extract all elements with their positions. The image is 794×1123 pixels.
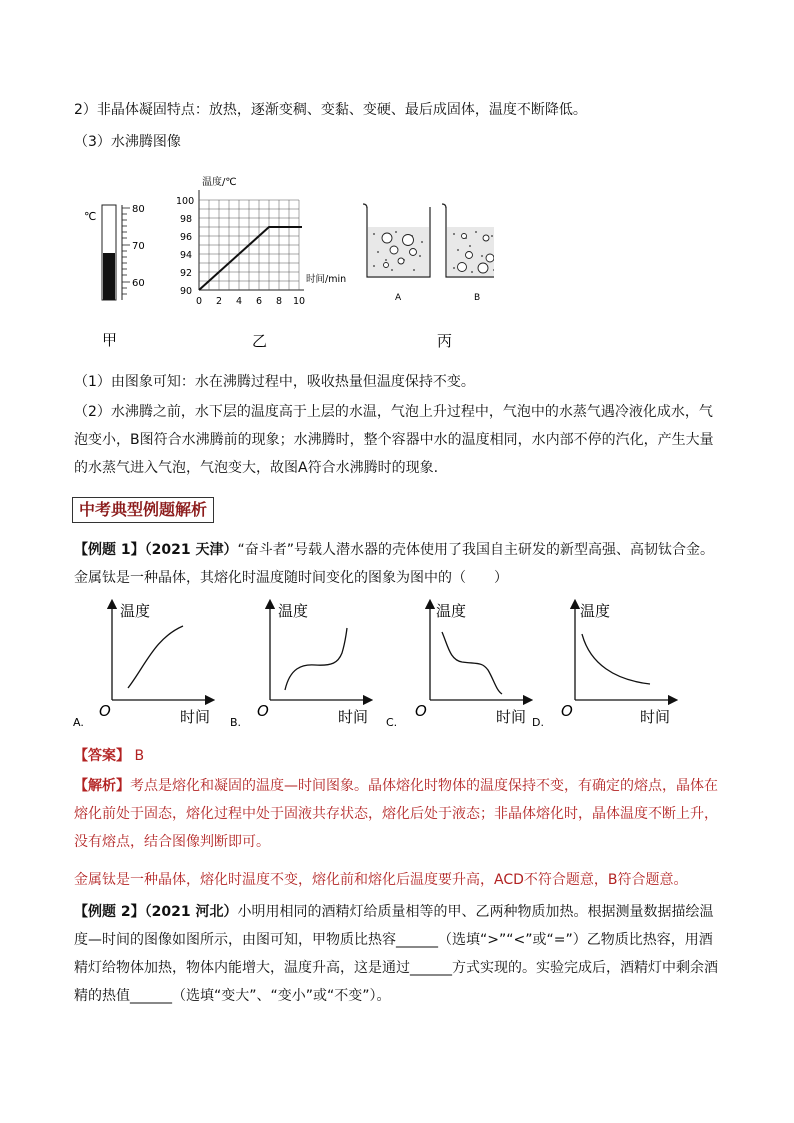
graph-ylabel: 温度/℃	[202, 177, 237, 188]
option-a-label: A.	[73, 716, 84, 728]
option-a-curve	[128, 626, 183, 688]
graph-ytick: 90	[180, 286, 193, 297]
paragraph-conclusion-2: （2）水沸腾之前，水下层的温度高于上层的水温，气泡上升过程中，气泡中的水蒸气遇冷液化成水，气泡变小，B图符合水沸腾前的现象；水沸腾时，整个容器中水的温度相同，水内部不停的汽化，产生大量的水蒸气进入气泡，气泡变大，故图A符合水沸腾时的现象.	[74, 404, 714, 476]
option-b-origin: O	[257, 702, 269, 720]
graph-ytick: 94	[180, 250, 193, 261]
option-d-origin: O	[561, 702, 573, 720]
paragraph-boiling-heading: （3）水沸腾图像	[74, 134, 181, 150]
paragraph-amorphous-solidify: 2）非晶体凝固特点：放热，逐渐变稠、变黏、变硬、最后成固体，温度不断降低。	[74, 102, 587, 118]
beaker-a-label: A	[395, 293, 402, 303]
option-b-ylabel: 温度	[278, 602, 309, 620]
option-b-xlabel: 时间	[338, 708, 369, 726]
graph-xlabel: 时间/min	[306, 274, 347, 285]
answer-value: B	[134, 748, 145, 764]
option-b-label: B.	[230, 716, 242, 728]
option-c-ylabel: 温度	[436, 602, 467, 620]
option-d-ylabel: 温度	[580, 602, 611, 620]
graph-xtick: 10	[293, 296, 306, 307]
analysis-2: 金属钛是一种晶体，熔化时温度不变，熔化前和熔化后温度要升高，ACD不符合题意，B符合题意。	[74, 872, 688, 888]
graph-ytick: 100	[176, 196, 195, 207]
option-a-xlabel: 时间	[180, 708, 211, 726]
example-1	[74, 536, 724, 592]
option-d-xlabel: 时间	[640, 708, 671, 726]
option-d-curve	[582, 634, 650, 684]
analysis-label: 【解析】	[74, 778, 130, 794]
graph-xtick: 0	[196, 296, 203, 307]
caption-jia: 甲	[102, 331, 118, 349]
example-2-label: 【例题 2】（2021 河北）	[74, 904, 238, 920]
boiling-figure	[74, 170, 494, 355]
example-1-option-graphs	[70, 598, 710, 728]
option-b-graph	[230, 602, 368, 728]
boiling-curve	[199, 227, 302, 290]
example-1-text: “奋斗者”号载人潜水器的壳体使用了我国自主研发的新型高强、高韧钛合金。金属钛是一种晶体，其熔化时温度随时间变化的图象为图中的（ ）	[74, 542, 714, 586]
beaker-a	[363, 204, 430, 303]
option-a-origin: O	[99, 702, 111, 720]
option-c-curve	[442, 632, 502, 694]
graph-xtick: 2	[216, 296, 223, 307]
paragraph-conclusion-1: （1）由图象可知：水在沸腾过程中，吸收热量但温度保持不变。	[74, 374, 475, 390]
analysis	[74, 772, 724, 856]
option-c-xlabel: 时间	[496, 708, 527, 726]
beaker-b	[442, 204, 494, 303]
option-a-graph	[73, 602, 210, 728]
example-2	[74, 898, 724, 1010]
example-2-text: 小明用相同的酒精灯给质量相等的甲、乙两种物质加热。根据测量数据描绘温度—时间的图像如图所示，由图可知，甲物质比热容______（选填“>”“<”或“=”）乙物质比热容，用酒精灯给物体加热，物体内能增大，温度升高，这是通过______方式实现的。实验完成后，酒精灯中剩余酒精的热值______（选填“变大”、“变小”或“不变”）。	[74, 904, 718, 1004]
example-1-label: 【例题 1】（2021 天津）	[74, 542, 238, 558]
thermometer	[84, 204, 145, 300]
option-b-curve	[285, 628, 347, 690]
beaker-b-label: B	[474, 293, 481, 303]
analysis-text: 考点是熔化和凝固的温度—时间图象。晶体熔化时物体的温度保持不变，有确定的熔点，晶体在熔化前处于固态，熔化过程中处于固液共存状态，熔化后处于液态；非晶体熔化时，晶体温度不断上升，没有熔点，结合图像判断即可。	[74, 778, 718, 850]
section-title: 中考典型例题解析	[72, 497, 214, 523]
thermometer-tick-60: 60	[132, 278, 145, 289]
graph-xtick: 4	[236, 296, 243, 307]
option-c-label: C.	[386, 716, 398, 728]
option-a-ylabel: 温度	[120, 602, 151, 620]
thermometer-tick-70: 70	[132, 241, 145, 252]
graph-xtick: 8	[276, 296, 283, 307]
graph-ytick: 92	[180, 268, 193, 279]
graph-xtick: 6	[256, 296, 263, 307]
answer-label: 【答案】	[74, 748, 130, 764]
option-c-graph	[386, 602, 528, 728]
option-d-label: D.	[532, 716, 544, 728]
graph-ytick: 98	[180, 214, 193, 225]
thermometer-unit: ℃	[84, 210, 97, 223]
thermometer-tick-80: 80	[132, 204, 145, 215]
option-d-graph	[532, 602, 673, 728]
caption-yi: 乙	[252, 332, 268, 350]
option-c-origin: O	[415, 702, 427, 720]
caption-bing: 丙	[437, 332, 453, 350]
answer-line	[74, 742, 724, 770]
graph-ytick: 96	[180, 232, 193, 243]
boiling-graph	[176, 175, 346, 307]
